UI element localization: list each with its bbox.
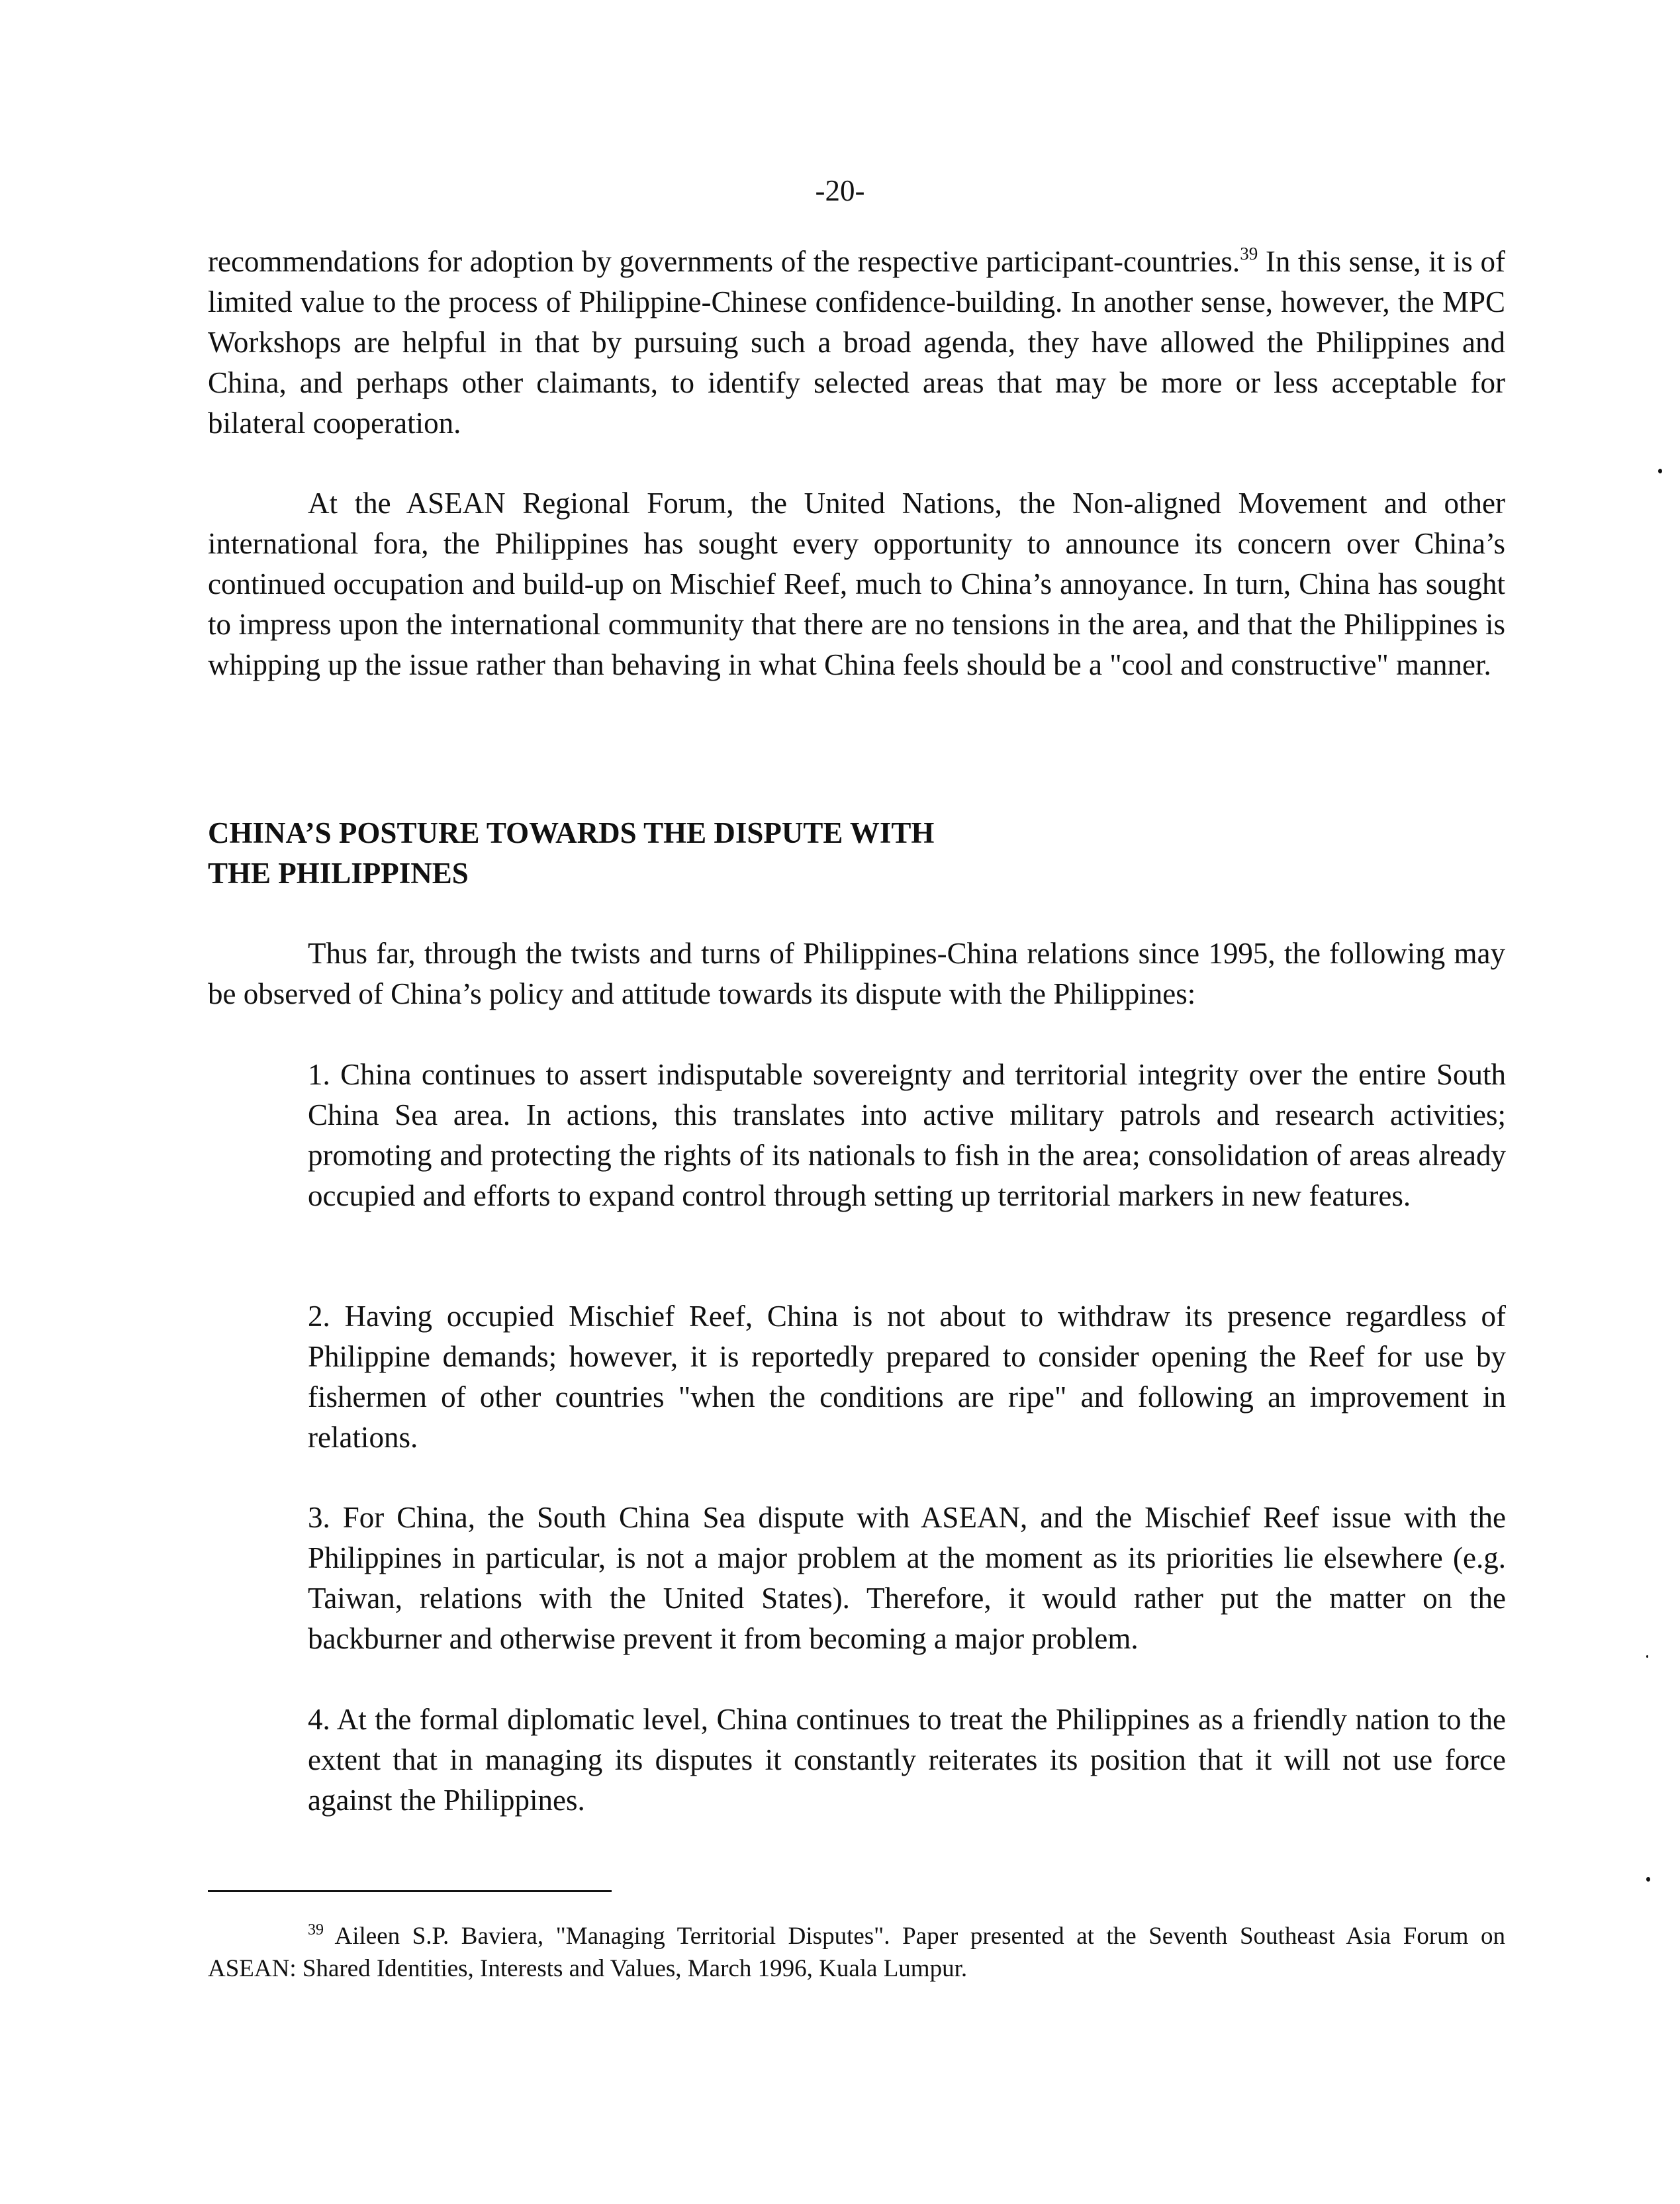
footnote-divider [208,1890,612,1892]
scan-speck [1646,1655,1648,1658]
body-paragraph-2: At the ASEAN Regional Forum, the United Nations, the Non-aligned Movement and other international fora, the Philippines has sought every opportunity to announce its concern over China’s continued occupation and build-up on Mischief Reef, much to China’s annoyance. In turn, China has sought to impress upon the international community that there are no tensions in the area, and that the Philippines is whipping up the issue rather than behaving in what China feels should be a "cool and constructive" manner. [208,487,1505,681]
footnote [208,1920,1505,1985]
list-item: 2. Having occupied Mischief Reef, China is not about to withdraw its presence regardless of Philippine demands; however, it is reportedly prepared to consider opening the Reef for use by fishermen of other countries "when the conditions are ripe" and following an improvement in relations. [308,1300,1506,1454]
list-item: 4. At the formal diplomatic level, China continues to treat the Philippines as a friendly nation to the extent that in managing its disputes it constantly reiterates its position that it will not use force against the Philippines. [308,1703,1506,1817]
list-item: 1. China continues to assert indisputable sovereignty and territorial integrity over the entire South China Sea area. In actions, this translates into active military patrols and research activities; promoting and protecting the rights of its nationals to fish in the area; consolidation of areas already occupied and efforts to expand control through setting up territorial markers in new features. [308,1058,1506,1212]
paragraph-text: recommendations for adoption by governments of the respective participant-countries. [208,245,1240,278]
section-heading-line-1: CHINA’S POSTURE TOWARDS THE DISPUTE WITH [208,816,935,849]
section-heading [208,813,1333,894]
body-paragraph-1 [208,242,1505,444]
footnote-mark: 39 [308,1921,324,1939]
scan-speck [1646,1877,1650,1882]
section-heading-line-2: THE PHILIPPINES [208,857,469,890]
page-number: -20- [815,174,865,207]
footnote-text: Aileen S.P. Baviera, "Managing Territorial Disputes". Paper presented at the Seventh Southeast Asia Forum on ASEAN: Shared Identities, Interests and Values, March 1996, Kuala Lumpur. [208,1923,1505,1982]
scan-speck [1658,469,1662,473]
body-paragraph-3: Thus far, through the twists and turns of Philippines-China relations since 1995, the following may be observed of China’s policy and attitude towards its dispute with the Philippines: [208,937,1505,1010]
list-item: 3. For China, the South China Sea dispute with ASEAN, and the Mischief Reef issue with the Philippines in particular, is not a major problem at the moment as its priorities lie elsewhere (e.g. Taiwan, relations with the United States). Therefore, it would rather put the matter on the backburner and otherwise prevent it from becoming a major problem. [308,1501,1506,1655]
footnote-reference: 39 [1240,244,1258,264]
paragraph-text-continued: In this sense, it is of limited value to the process of Philippine-Chinese confidence-building. In another sense, however, the MPC Workshops are helpful in that by pursuing such a broad agenda, they have allowed the Philippines and China, and perhaps other claimants, to identify selected areas that may be more or less acceptable for bilateral cooperation. [208,245,1505,440]
